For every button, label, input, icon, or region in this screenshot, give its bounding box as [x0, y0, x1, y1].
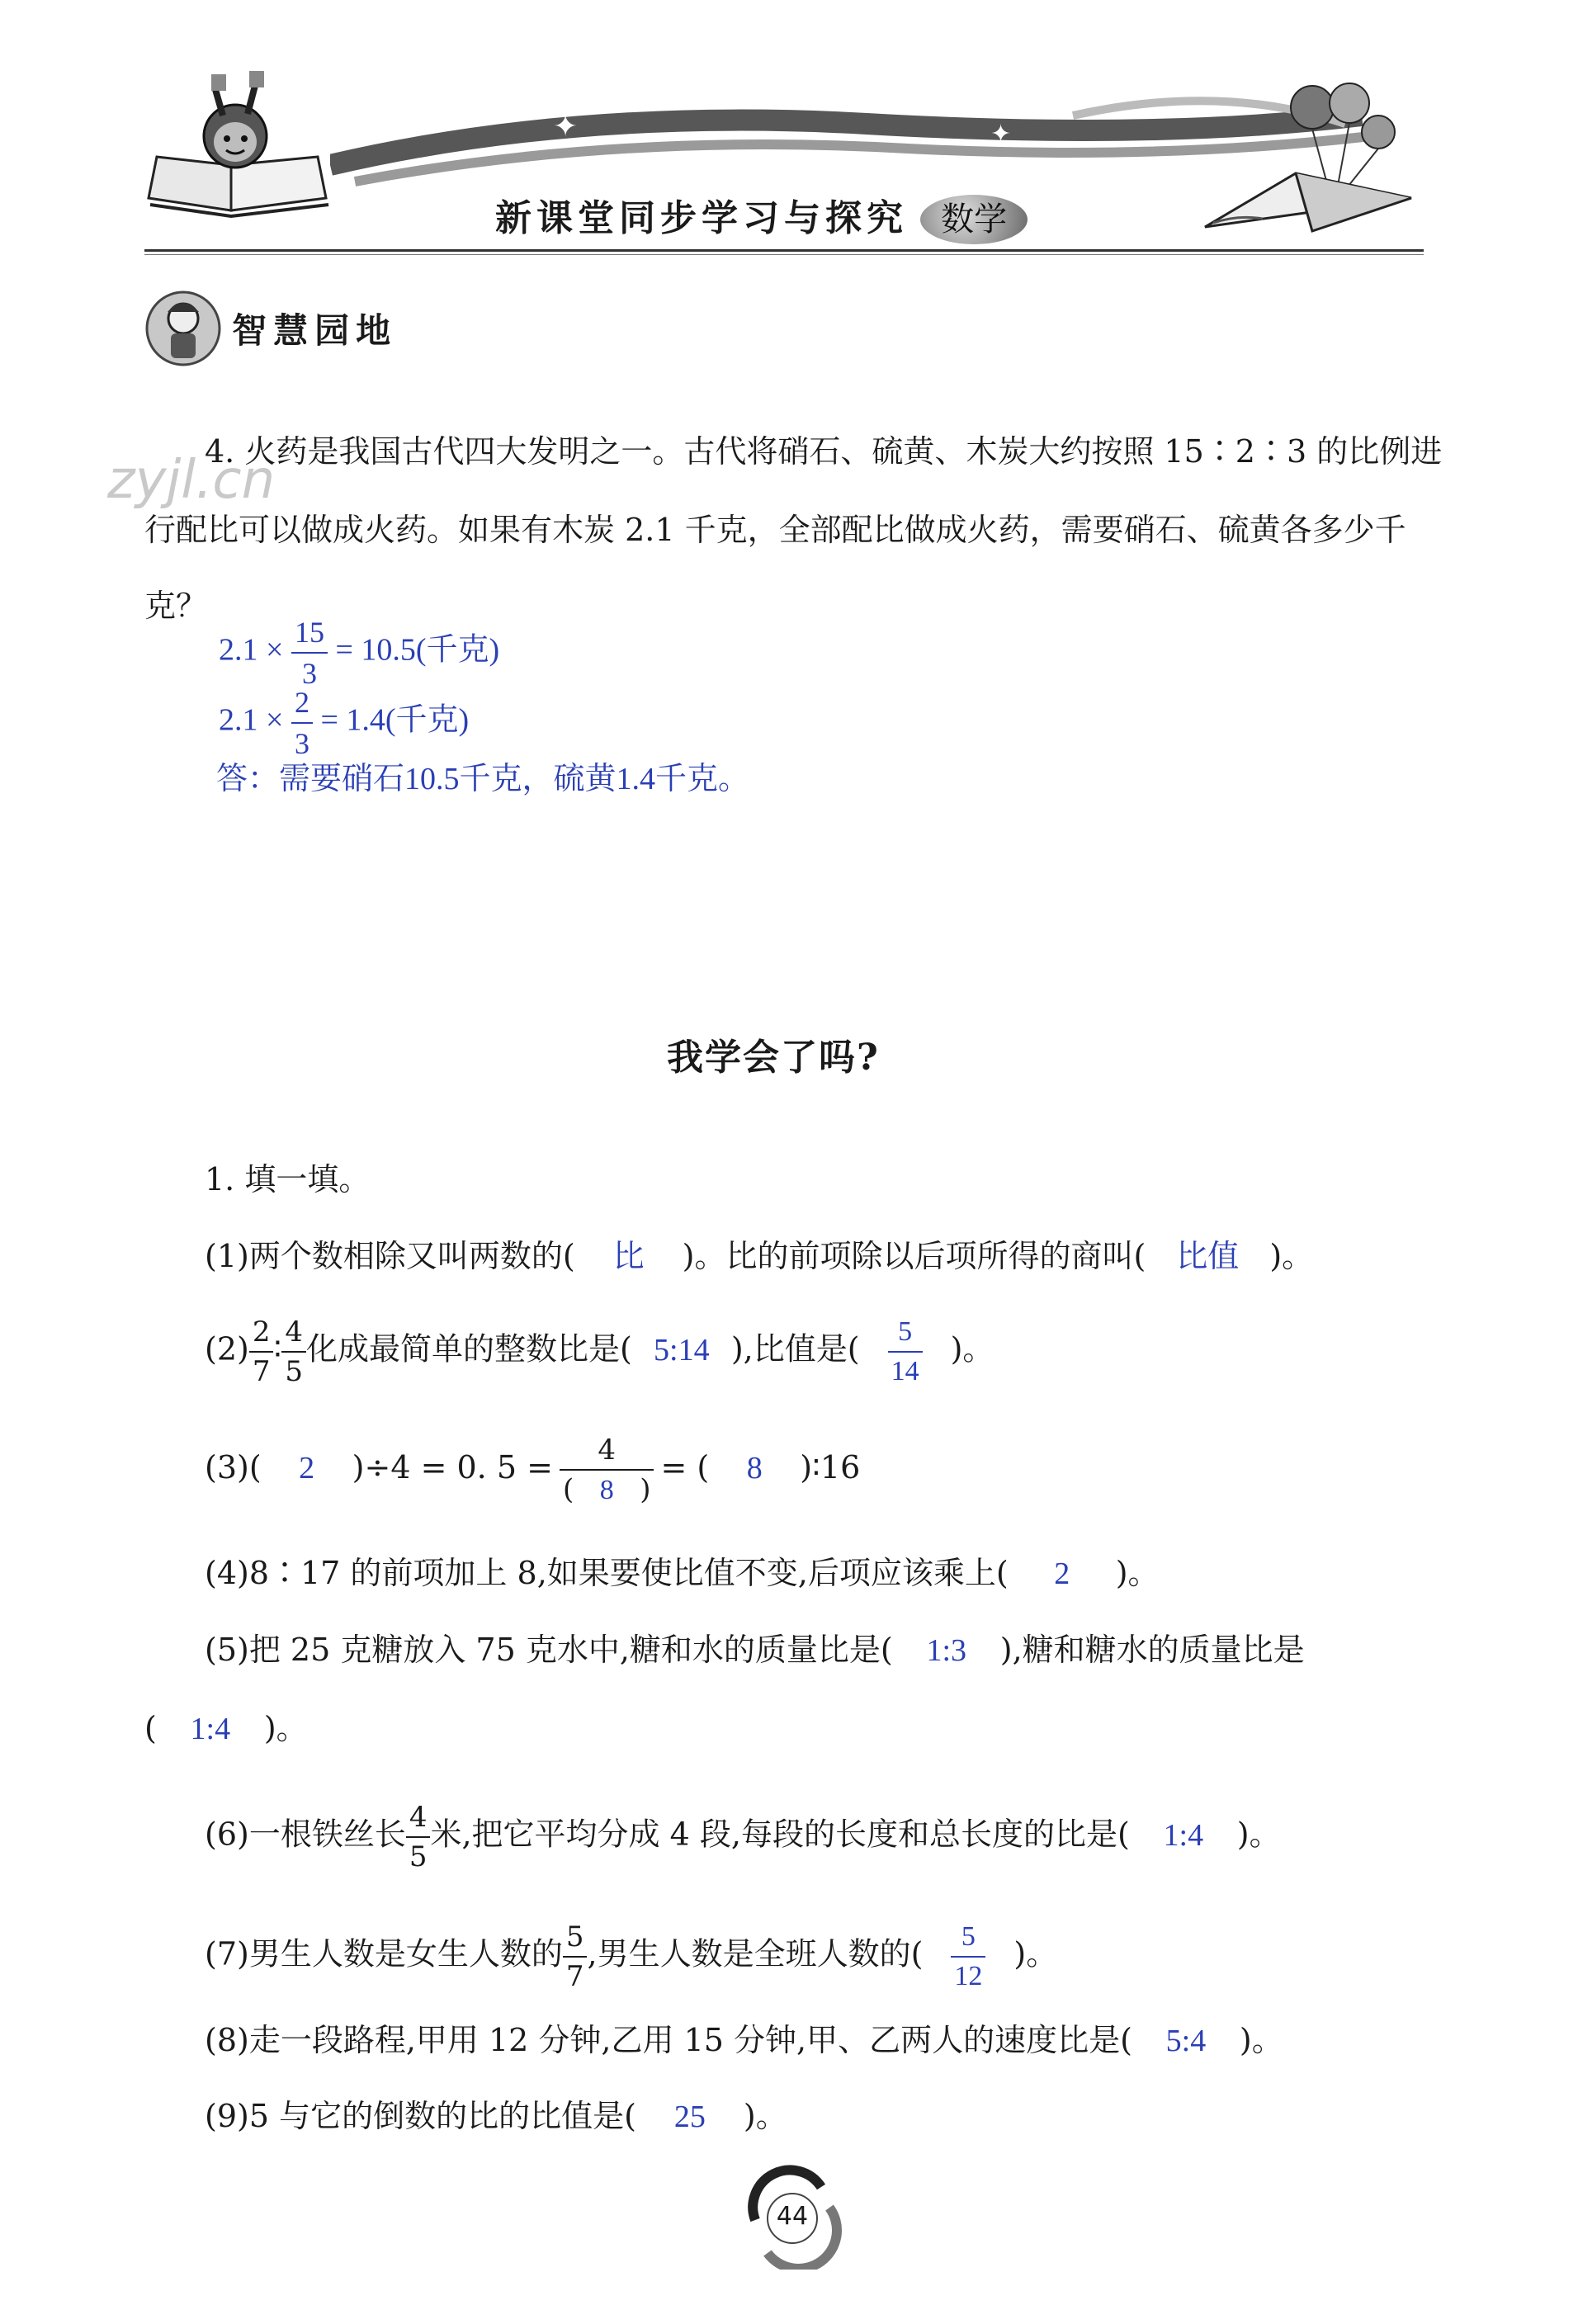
- q4-text: (4)8∶17 的前项加上 8,如果要使比值不变,后项应该乘上(: [205, 1555, 1009, 1591]
- svg-text:✦: ✦: [990, 120, 1012, 149]
- answer-line-sulfur: [219, 687, 469, 758]
- fill-q9: [205, 2096, 787, 2137]
- fill-heading: 1. 填一填。: [205, 1161, 371, 1197]
- page-number: 44: [776, 2202, 809, 2231]
- q1-answer-2: 比值: [1176, 1240, 1240, 1274]
- q7-answer-fraction: [951, 1923, 985, 1991]
- answer1-lhs: 2.1 ×: [219, 632, 284, 668]
- q2-f1-num: 2: [249, 1318, 274, 1353]
- answer-conclusion: 答：需要硝石10.5千克，硫黄1.4千克。: [216, 762, 750, 796]
- header-rule: [144, 249, 1424, 252]
- q1-text-a: (1)两个数相除又叫两数的(: [205, 1238, 575, 1274]
- fill-q3: [205, 1436, 860, 1504]
- q7-fraction: [563, 1920, 588, 1993]
- q6-answer: 1:4: [1163, 1817, 1204, 1853]
- q3-den-rparen: ): [640, 1473, 651, 1506]
- q6-text-a: (6)一根铁丝长: [205, 1816, 406, 1853]
- answer2-lhs: 2.1 ×: [219, 702, 284, 738]
- fill-q4: [205, 1553, 1160, 1594]
- q6-f-den: 5: [409, 1840, 428, 1873]
- section-self-check-title: 我学会了吗?: [667, 1037, 880, 1079]
- q2-fraction-2: [281, 1318, 306, 1386]
- q2-ans-num: 5: [888, 1318, 923, 1353]
- q5-text-a: (5)把 25 克糖放入 75 克水中,糖和水的质量比是(: [205, 1632, 893, 1668]
- q8-text: (8)走一段路程,甲用 12 分钟,乙用 15 分钟,甲、乙两人的速度比是(: [205, 2022, 1132, 2058]
- q2-ans-den: 14: [891, 1356, 919, 1386]
- q7-ans-num: 5: [951, 1923, 985, 1958]
- boy-mascot-icon: [144, 287, 223, 370]
- q2-colon: ∶: [273, 1330, 282, 1367]
- q7-f-den: 7: [565, 1960, 584, 1993]
- q7-ans-den: 12: [954, 1961, 983, 1991]
- q3-text-b: = (: [660, 1449, 710, 1486]
- q1-text-b: )。比的前项除以后项所得的商叫(: [682, 1238, 1146, 1274]
- q3-fraction: [560, 1436, 654, 1504]
- q5-text-end: )。: [263, 1710, 308, 1746]
- page-number-badge: [739, 2162, 846, 2270]
- q5-text-b: ),糖和糖水的质量比是: [999, 1632, 1305, 1668]
- q3-answer-2: 8: [599, 1475, 614, 1505]
- fill-q5: [205, 1630, 1305, 1670]
- q5-answer-1: 1:3: [926, 1633, 967, 1668]
- q7-text-a: (7)男生人数是女生人数的: [205, 1935, 563, 1972]
- subject-badge: 数学: [920, 195, 1028, 244]
- answer2-fraction: [291, 687, 313, 758]
- q2-f2-den: 5: [285, 1355, 303, 1388]
- q3-prefix: (3)(: [205, 1449, 262, 1486]
- q3-f-num: 4: [560, 1436, 654, 1471]
- answer1-fraction: [291, 617, 328, 688]
- reading-girl-illustration: [140, 66, 338, 223]
- fill-q1: [205, 1236, 1313, 1277]
- q2-text-a: 化成最简单的整数比是(: [306, 1330, 632, 1367]
- q7-text-end: )。: [1013, 1935, 1058, 1972]
- q2-answer-fraction: [888, 1318, 923, 1386]
- q7-answer-wrap: [923, 1923, 1013, 1991]
- q2-answer-ratio: 5:14: [654, 1332, 710, 1367]
- q2-text-b: ),比值是(: [730, 1330, 860, 1367]
- q2-f2-num: 4: [281, 1318, 306, 1353]
- problem4-line3: 克？: [144, 588, 208, 624]
- q1-text-c: )。: [1269, 1238, 1314, 1274]
- fill-q8: [205, 2020, 1283, 2061]
- q9-answer: 25: [673, 2100, 706, 2134]
- q5-answer-2: 1:4: [190, 1712, 231, 1746]
- q2-answer-value-wrap: [860, 1318, 951, 1386]
- q2-prefix: (2): [205, 1330, 249, 1367]
- q8-answer: 5:4: [1165, 2024, 1207, 2058]
- q9-text: (9)5 与它的倒数的比的比值是(: [205, 2098, 636, 2134]
- answer-line-saltpeter: [219, 617, 499, 688]
- svg-text:✦: ✦: [553, 110, 579, 144]
- problem4-line1: 4. 火药是我国古代四大发明之一。古代将硝石、硫黄、木炭大约按照 15∶2∶3 的比例进: [205, 433, 1443, 470]
- q6-fraction: [406, 1803, 431, 1871]
- q3-answer-3: 8: [746, 1451, 763, 1486]
- watermark-text: zyjl.cn: [107, 450, 276, 511]
- q1-answer-1: 比: [612, 1240, 645, 1274]
- q6-text-b: 米,把它平均分成 4 段,每段的长度和总长度的比是(: [430, 1816, 1130, 1853]
- fill-q5-cont: [144, 1708, 308, 1749]
- answer2-rhs: = 1.4(千克): [320, 702, 470, 738]
- answer1-denominator: 3: [301, 657, 317, 690]
- q4-answer: 2: [1054, 1556, 1070, 1591]
- q6-f-num: 4: [406, 1803, 431, 1838]
- answer1-rhs: = 10.5(千克): [335, 632, 500, 668]
- q4-text-end: )。: [1115, 1555, 1160, 1591]
- brand-title: 新课堂同步学习与探究: [495, 197, 908, 239]
- q5-lparen: (: [144, 1710, 157, 1746]
- header-brand-row: [495, 188, 1028, 244]
- q3-f-den: [560, 1471, 654, 1504]
- q3-den-lparen: (: [562, 1473, 574, 1506]
- q3-answer-1: 2: [299, 1451, 315, 1486]
- section-wisdom-title: 智慧园地: [232, 310, 398, 351]
- q9-text-end: )。: [743, 2098, 787, 2134]
- fill-q7: [205, 1920, 1058, 1993]
- q3-text-end: )∶16: [800, 1449, 861, 1486]
- fill-q6: [205, 1803, 1281, 1871]
- q2-text-end: )。: [950, 1330, 995, 1367]
- section-wisdom-garden: [144, 287, 397, 370]
- header-rule-thin: [144, 254, 1424, 255]
- q6-text-end: )。: [1236, 1816, 1281, 1853]
- answer2-numerator: 2: [291, 687, 313, 724]
- paper-plane-balloons-illustration: [1188, 74, 1428, 248]
- q7-text-b: ,男生人数是全班人数的(: [587, 1935, 924, 1972]
- fill-q2: [205, 1318, 994, 1386]
- problem4-line2: 行配比可以做成火药。如果有木炭 2.1 千克，全部配比做成火药，需要硝石、硫黄各多少千: [144, 512, 1406, 548]
- q8-text-end: )。: [1239, 2022, 1283, 2058]
- q2-fraction-1: [249, 1318, 274, 1386]
- answer1-numerator: 15: [291, 617, 328, 654]
- q2-f1-den: 7: [252, 1355, 271, 1388]
- q3-text-a: )÷4 = 0. 5 =: [352, 1449, 553, 1486]
- q7-f-num: 5: [563, 1923, 588, 1958]
- answer2-denominator: 3: [294, 727, 309, 760]
